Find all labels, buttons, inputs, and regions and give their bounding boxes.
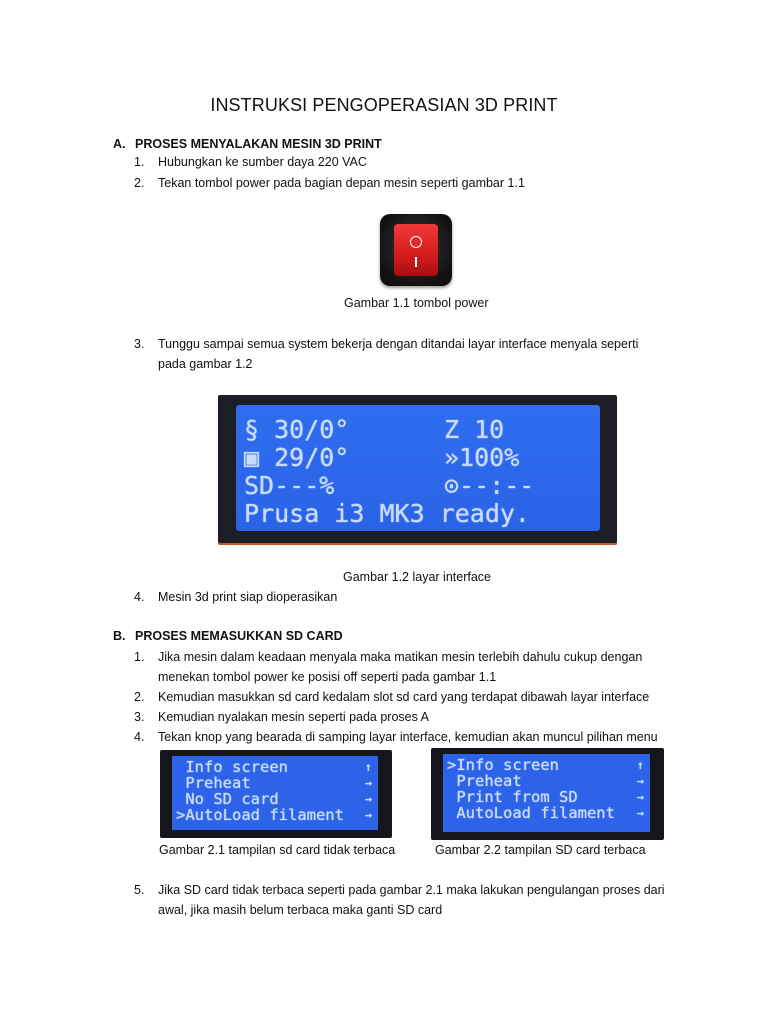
- menu-row: [176, 759, 378, 775]
- power-switch-image: [380, 214, 452, 286]
- arrow-right-icon: →: [364, 776, 372, 790]
- step-text: Tekan tombol power pada bagian depan mesin seperti gambar 1.1: [158, 176, 525, 190]
- step-number: 4.: [134, 590, 145, 604]
- step-text: Kemudian masukkan sd card kedalam slot sd card yang terdapat dibawah layar interface: [158, 690, 650, 704]
- menu-row: [176, 775, 378, 791]
- menu-row: [447, 789, 650, 805]
- lcd-row: [244, 500, 600, 528]
- step-number: 1.: [134, 650, 145, 664]
- step-text: Jika SD card tidak terbaca seperti pada gambar 2.1 maka lakukan pengulangan proses dari awal, jika masih belum terbaca maka ganti SD card: [158, 883, 665, 917]
- figure-2-1-caption: Gambar 2.1 tampilan sd card tidak terbaca: [159, 843, 396, 857]
- lcd-cell: § 30/0°: [244, 415, 350, 444]
- step-number: 5.: [134, 883, 145, 897]
- section-a-title: PROSES MENYALAKAN MESIN 3D PRINT: [135, 137, 382, 151]
- step-number: 3.: [134, 337, 145, 351]
- step-number: 4.: [134, 730, 145, 744]
- arrow-right-icon: →: [636, 774, 644, 788]
- figure-1-2-caption: Gambar 1.2 layar interface: [343, 570, 491, 584]
- figure-2-2-caption: Gambar 2.2 tampilan SD card terbaca: [435, 843, 646, 857]
- arrow-up-icon: ↑: [364, 760, 372, 774]
- switch-on-symbol-icon: [410, 236, 422, 248]
- section-b-title: PROSES MEMASUKKAN SD CARD: [135, 629, 343, 643]
- section-b-letter: B.: [113, 629, 126, 643]
- arrow-right-icon: →: [636, 806, 644, 820]
- arrow-right-icon: →: [364, 808, 372, 822]
- step-number: 2.: [134, 690, 145, 704]
- menu-row: [447, 773, 650, 789]
- menu-row: [447, 757, 650, 773]
- lcd-cell: ▣ 29/0°: [244, 443, 350, 472]
- step-text: Kemudian nyalakan mesin seperti pada proses A: [158, 710, 429, 724]
- section-b-heading: [113, 629, 343, 643]
- lcd-cell: »100%: [444, 443, 520, 472]
- menu-row-text: AutoLoad filament: [447, 804, 615, 822]
- menu-row-text: Preheat: [447, 772, 522, 790]
- menu-row-text: Print from SD: [447, 788, 578, 806]
- menu-row: [176, 807, 378, 823]
- switch-off-symbol-icon: [415, 257, 417, 267]
- step-number: 2.: [134, 176, 145, 190]
- step-text: Tunggu sampai semua system bekerja dengan ditandai layar interface menyala seperti pada gambar 1.2: [158, 337, 639, 371]
- lcd-cell: SD---%: [244, 471, 335, 500]
- step-text: Mesin 3d print siap dioperasikan: [158, 590, 338, 604]
- lcd-screen: [236, 405, 600, 531]
- step-text: Hubungkan ke sumber daya 220 VAC: [158, 155, 367, 169]
- figure-1-1-caption: Gambar 1.1 tombol power: [344, 296, 489, 310]
- lcd-interface-image: [218, 395, 617, 545]
- menu-sd-not-detected-image: [160, 750, 392, 838]
- lcd-row: [244, 444, 600, 472]
- rocker-switch: [394, 224, 438, 276]
- lcd-row: [244, 472, 600, 500]
- menu-row-text: Preheat: [176, 774, 251, 792]
- lcd-row: [244, 416, 600, 444]
- menu-row-text: Info screen: [176, 758, 288, 776]
- lcd-screen: [443, 754, 650, 832]
- lcd-cell: Z 10: [444, 415, 505, 444]
- section-a-heading: [113, 137, 382, 151]
- lcd-cell: Prusa i3 MK3 ready.: [244, 499, 530, 528]
- menu-row: [447, 805, 650, 821]
- document-title: INSTRUKSI PENGOPERASIAN 3D PRINT: [210, 95, 558, 115]
- menu-row-text: >AutoLoad filament: [176, 806, 344, 824]
- menu-row-text: No SD card: [176, 790, 279, 808]
- step-text: Jika mesin dalam keadaan menyala maka matikan mesin terlebih dahulu cukup dengan menekan tombol power ke posisi off seperti pada gambar 1.1: [158, 650, 643, 684]
- step-number: 1.: [134, 155, 145, 169]
- section-a-letter: A.: [113, 137, 126, 151]
- step-number: 3.: [134, 710, 145, 724]
- arrow-right-icon: →: [636, 790, 644, 804]
- arrow-right-icon: →: [364, 792, 372, 806]
- lcd-screen: [172, 756, 378, 830]
- lcd-cell: ⊙--:--: [444, 471, 535, 500]
- menu-row-text: >Info screen: [447, 756, 559, 774]
- arrow-up-icon: ↑: [636, 758, 644, 772]
- menu-sd-detected-image: [431, 748, 664, 840]
- step-text: Tekan knop yang bearada di samping layar interface, kemudian akan muncul pilihan menu: [158, 730, 658, 744]
- menu-row: [176, 791, 378, 807]
